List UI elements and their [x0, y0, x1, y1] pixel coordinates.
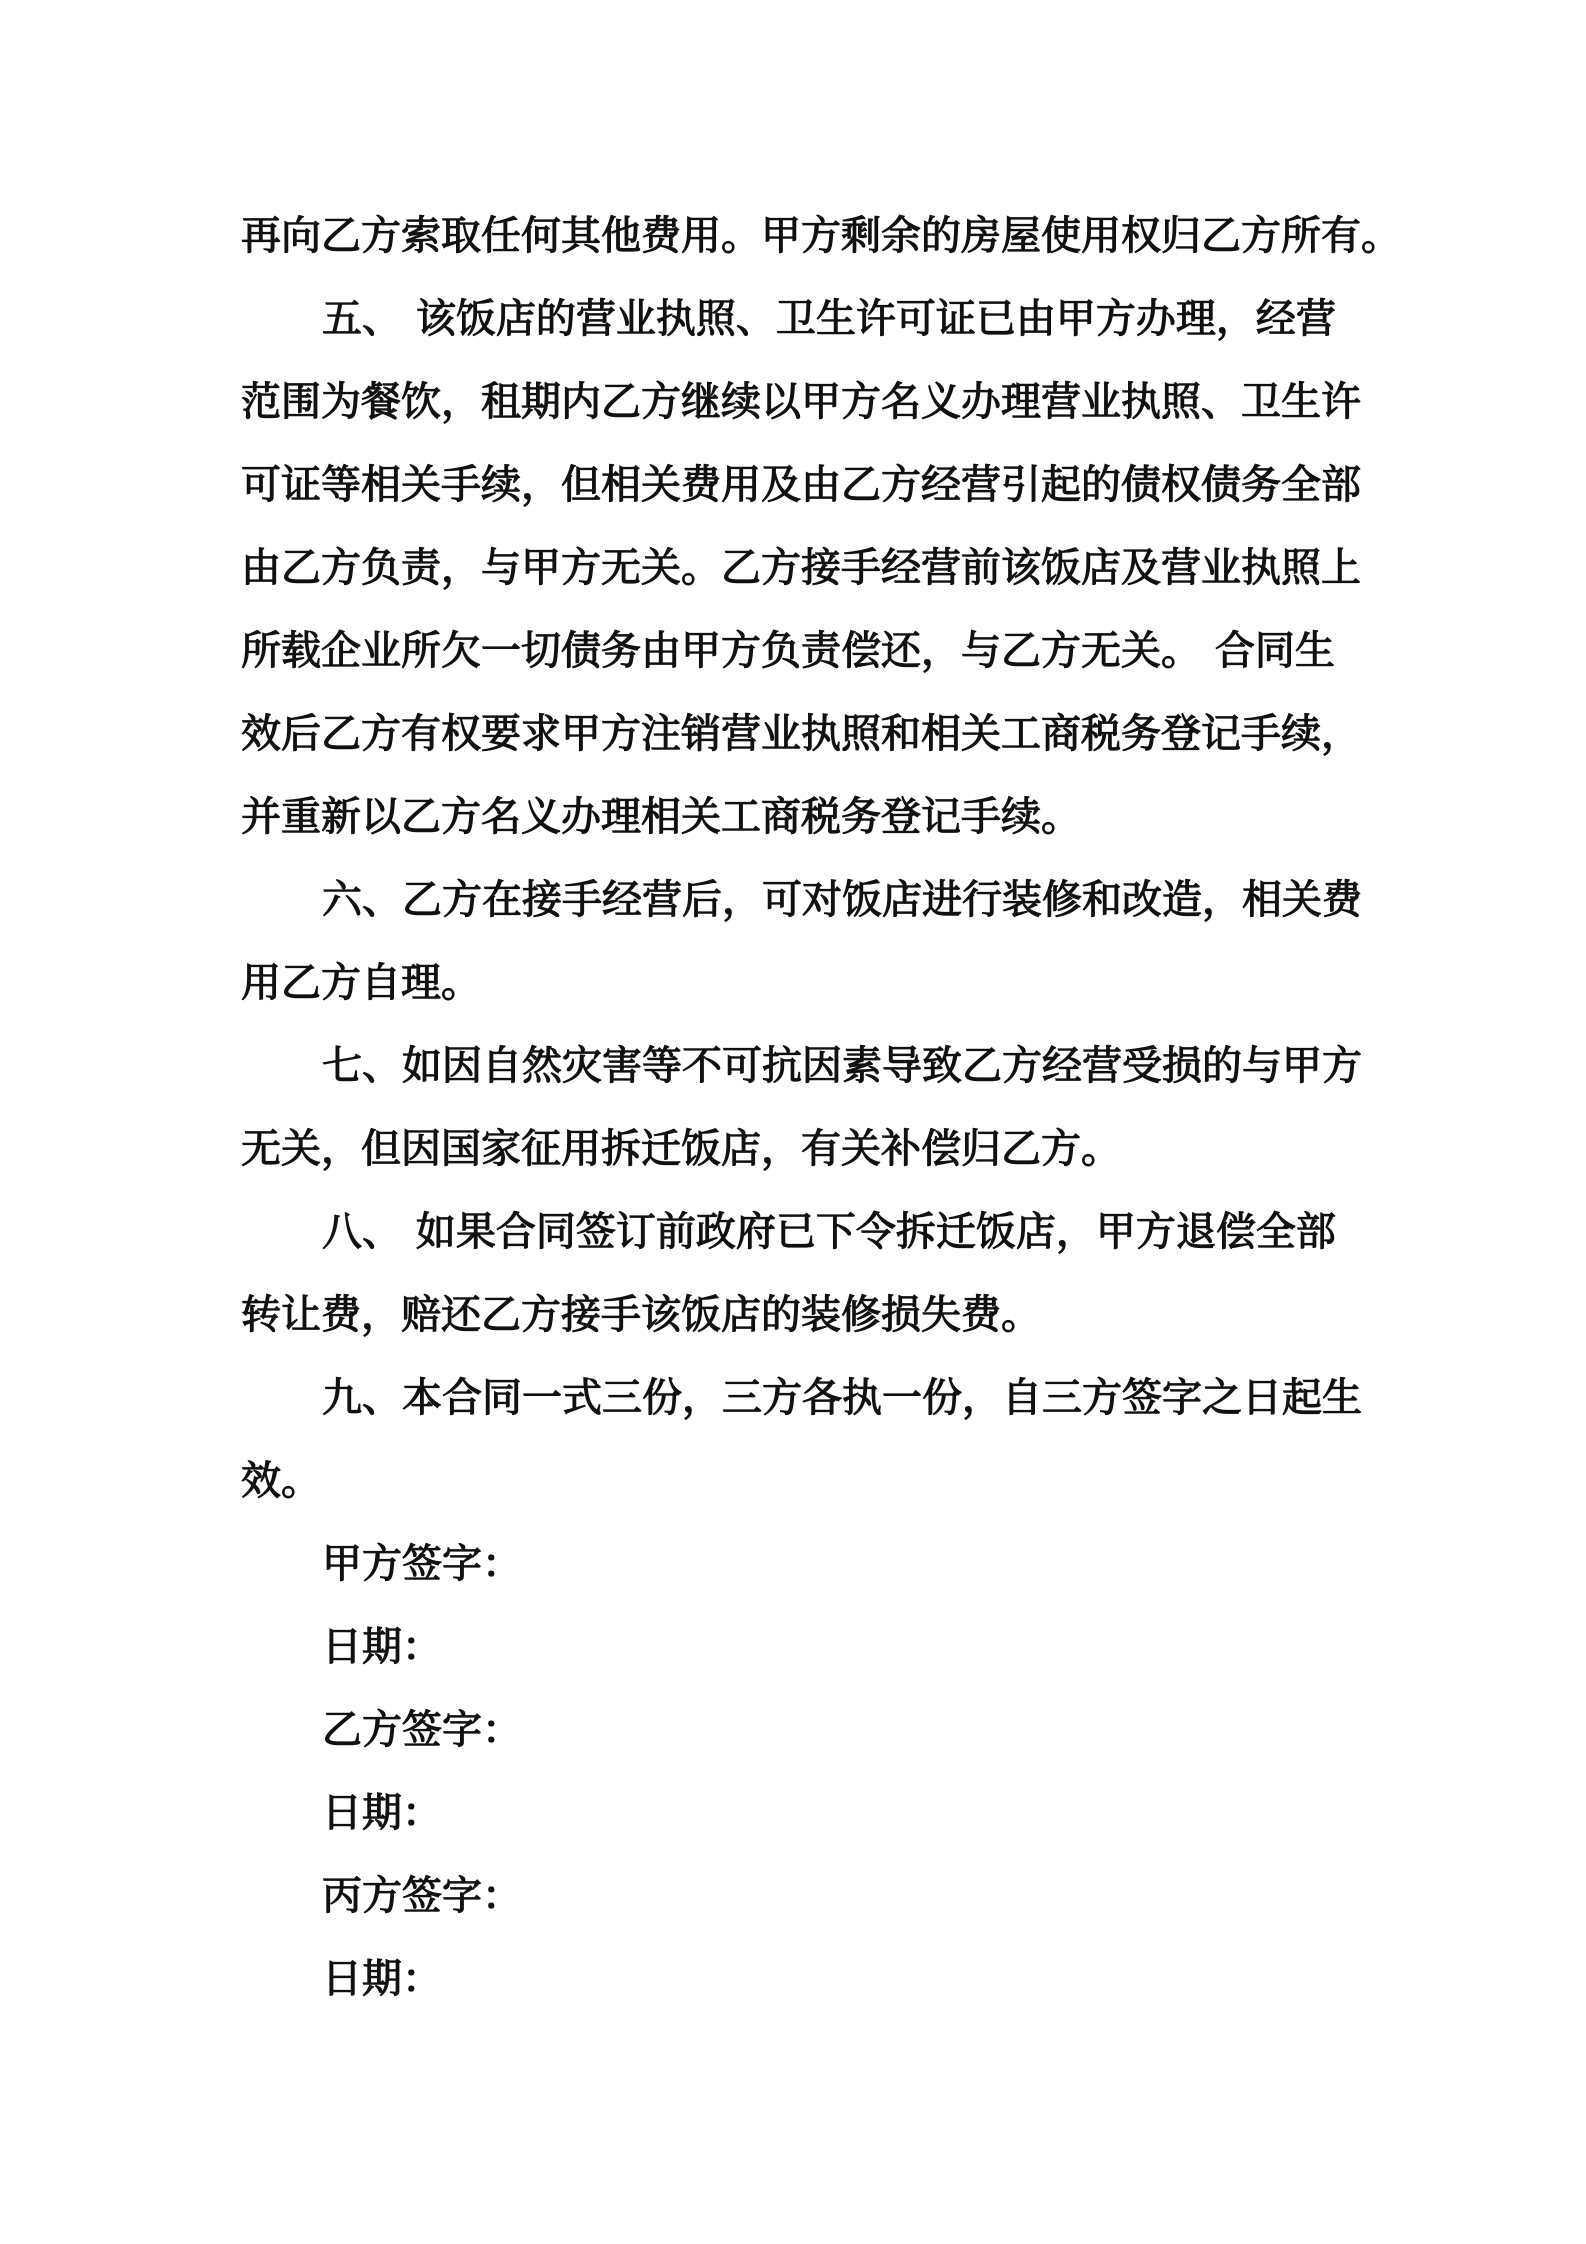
text-line: 效。	[241, 1458, 321, 1504]
clause-eight	[241, 1191, 1371, 1357]
clause-nine	[241, 1357, 1371, 1523]
text-line: 无关，但因国家征用拆迁饭店，有关补偿归乙方。	[241, 1126, 1121, 1172]
party-b-signature-label: 乙方签字：	[322, 1707, 522, 1753]
text-line: 所载企业所欠一切债务由甲方负责偿还，与乙方无关。 合同生	[241, 628, 1335, 674]
text-line: 六、乙方在接手经营后，可对饭店进行装修和改造，相关费	[322, 877, 1362, 923]
party-a-date-label: 日期：	[322, 1624, 442, 1670]
text-line: 再向乙方索取任何其他费用。甲方剩余的房屋使用权归乙方所有。	[241, 213, 1401, 259]
text-line: 九、本合同一式三份，三方各执一份，自三方签字之日起生	[322, 1375, 1362, 1421]
party-c-date-label: 日期：	[322, 1956, 442, 2002]
party-c-signature-label: 丙方签字：	[322, 1873, 522, 1919]
text-line: 用乙方自理。	[241, 960, 481, 1006]
clause-six	[241, 859, 1371, 1025]
text-line: 七、如因自然灾害等不可抗因素导致乙方经营受损的与甲方	[322, 1043, 1362, 1089]
text-line: 效后乙方有权要求甲方注销营业执照和相关工商税务登记手续，	[241, 711, 1361, 757]
text-line: 并重新以乙方名义办理相关工商税务登记手续。	[241, 794, 1081, 840]
text-line: 八、 如果合同签订前政府已下令拆迁饭店，甲方退偿全部	[322, 1209, 1336, 1255]
clause-five	[241, 278, 1371, 859]
text-line: 范围为餐饮，租期内乙方继续以甲方名义办理营业执照、卫生许	[241, 379, 1361, 425]
text-line: 由乙方负责，与甲方无关。乙方接手经营前该饭店及营业执照上	[241, 545, 1361, 591]
text-line: 转让费，赔还乙方接手该饭店的装修损失费。	[241, 1292, 1041, 1338]
clause-seven	[241, 1025, 1371, 1191]
contract-text	[241, 195, 1401, 2021]
party-b-date-label: 日期：	[322, 1790, 442, 1836]
text-line: 可证等相关手续，但相关费用及由乙方经营引起的债权债务全部	[241, 462, 1361, 508]
paragraph-continuation	[241, 195, 1401, 278]
signature-block	[241, 1523, 1371, 2021]
text-line: 五、 该饭店的营业执照、卫生许可证已由甲方办理，经营	[322, 296, 1336, 342]
party-a-signature-label: 甲方签字：	[322, 1541, 522, 1587]
